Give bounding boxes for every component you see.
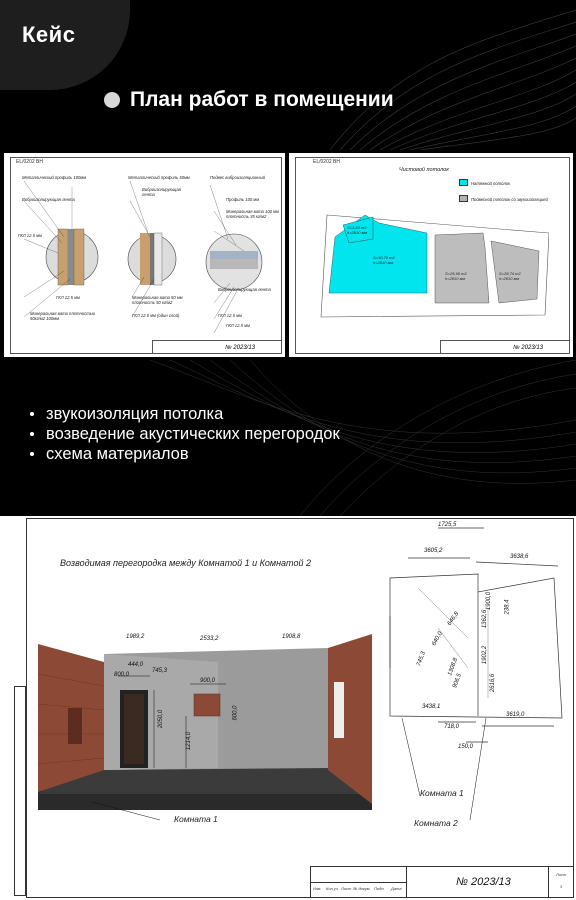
dimension: 238,4 [504, 599, 511, 615]
legend-swatch-stretch [459, 179, 468, 186]
sheet-stamp: ЕL/0202 ВН [313, 159, 340, 165]
partition-elevation-render [38, 634, 372, 810]
ceiling-heading: Чистовой потолок [399, 167, 449, 173]
label: ГКЛ 12.5 мм [218, 313, 242, 318]
dimension: 1308,8 [447, 657, 460, 677]
tb-cell: 3 [560, 884, 563, 889]
drawing-sheet-partition [0, 516, 576, 900]
room-2-plan-label: Комната 2 [414, 818, 458, 828]
dimension: 444,0 [128, 662, 144, 668]
ceiling-plan [309, 203, 549, 323]
label: ГКЛ 12.5 мм [18, 233, 42, 238]
dimension: 2050,0 [158, 709, 165, 729]
label: Металлический профиль 50мм [128, 175, 190, 180]
tb-cell: № докум. [353, 886, 371, 891]
legend-label: Подвесной потолок со звукоизоляцией [471, 197, 548, 202]
dimension: 1989,2 [126, 634, 145, 640]
dimension: 1900,0 [486, 591, 493, 611]
dimension: 2616,6 [490, 673, 497, 693]
bullet-icon [30, 432, 34, 436]
tb-cell: Дата [391, 886, 402, 891]
dimension: 3438,1 [422, 704, 441, 710]
tb-cell: Подп. [374, 886, 385, 891]
room-leaders [386, 716, 496, 826]
tb-cell: Изм. [313, 886, 322, 891]
title-block-divider [406, 866, 407, 898]
dimension: 1902,2 [482, 645, 489, 665]
title-block-divider [548, 866, 549, 898]
dimension: 906,5 [452, 672, 463, 690]
area-label: S=30,70 m2 h=2810 мм [373, 255, 395, 265]
drawing-sheet-partitions [4, 153, 285, 357]
dimension: 900,0 [200, 678, 216, 684]
sheet-stamp: ЕL/0202 ВН [16, 159, 43, 165]
case-label: Кейс [22, 22, 76, 47]
label: Профиль 100 мм [226, 197, 260, 202]
services-list [30, 404, 340, 464]
legend-label: Натяжной потолок [471, 181, 511, 186]
legend-swatch-suspended [459, 195, 468, 202]
label: Подвес виброизоляционный [210, 175, 265, 180]
sheet-title-block [152, 340, 282, 354]
header [0, 0, 576, 150]
side-strip [14, 686, 26, 896]
dimension: 3619,0 [506, 712, 525, 718]
dimension: 1362,6 [482, 609, 489, 629]
dimension: 745,3 [416, 650, 427, 668]
title-row [104, 88, 394, 112]
page-title: План работ в помещении [130, 88, 394, 111]
drawing-title: Возводимая перегородка между Комнатой 1 и Комнатой 2 [60, 558, 311, 568]
label: Минеральная вата плотностью 50кг/м2 100мм [30, 311, 96, 321]
list-item: схема материалов [30, 444, 340, 464]
dimension: 1908,8 [282, 634, 301, 640]
dimension: 1214,0 [186, 731, 193, 751]
area-label: S=25,66 m2 h=2810 мм [445, 271, 467, 281]
sheet-number: № 2023/13 [513, 345, 543, 351]
tb-cell: Лист [341, 886, 352, 891]
bullet-icon [30, 412, 34, 416]
sheet-number: № 2023/13 [225, 345, 255, 351]
label: ГКЛ 12.5 мм [226, 323, 250, 328]
drawing-sheet-ceiling [289, 153, 573, 357]
bullet-icon [30, 452, 34, 456]
label: Металлический профиль 100мм [22, 175, 87, 180]
room-1-label: Комната 1 [174, 814, 218, 824]
dimension: 646,8 [446, 611, 461, 627]
dimension: 640,0 [431, 630, 444, 648]
services-section [0, 360, 576, 516]
label: Виброизолирующая лента [22, 197, 75, 202]
label: Минеральная вата 100 мм плотность 35 кг/м2 [226, 209, 279, 219]
dimension: 2533,2 [200, 636, 219, 642]
list-item: возведение акустических перегородок [30, 424, 340, 444]
label: Виброизолирующая лента [142, 187, 181, 197]
dimension: 718,0 [444, 724, 460, 730]
tb-cell: Кол.уч [326, 886, 338, 891]
label: ГКЛ 12.5 мм (один слой) [132, 313, 180, 318]
sheet-title-block [440, 340, 570, 354]
dimension: 3605,2 [424, 548, 443, 554]
label: Виброизолирующая лента [218, 287, 271, 292]
list-item: звукоизоляция потолка [30, 404, 340, 424]
dimension: 150,0 [458, 744, 474, 750]
dimension: 745,3 [152, 668, 168, 674]
room-1-plan-label: Комната 1 [420, 788, 464, 798]
dimension: 600,0 [232, 705, 239, 721]
label: ГКЛ 12.5 мм [56, 295, 80, 300]
area-label: S=28,74 m2 h=2810 мм [499, 271, 521, 281]
dimension: 3638,6 [510, 554, 529, 560]
tb-cell: Лист [556, 872, 567, 877]
dimension: 800,0 [114, 672, 130, 678]
document-number: № 2023/13 [456, 876, 511, 888]
title-bullet-icon [104, 92, 120, 108]
title-block-divider [310, 882, 406, 883]
dimension: 1725,5 [438, 522, 457, 528]
label: Минеральная вата 50 мм плотность 50 кг/м2 [132, 295, 183, 305]
area-label: S=3,83 m2 h=2810 мм [347, 225, 368, 235]
